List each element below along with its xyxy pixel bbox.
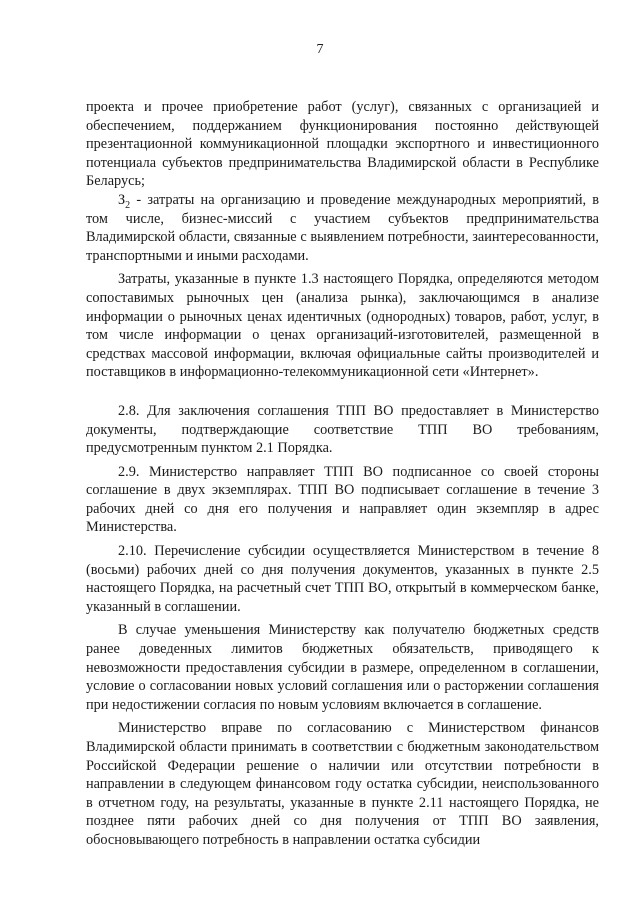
paragraph-2-10: 2.10. Перечисление субсидии осуществляется Министерством в течение 8 (восьми) рабочих дней со дня получения документов, указанных в пункте 2.5 настоящего Порядка, на расчетный счет ТПП ВО, открытый в коммерческом банке, указанный в соглашении. — [86, 543, 599, 615]
paragraph-2 — [86, 191, 599, 265]
page-number: 7 — [316, 42, 324, 57]
paragraph-2-8: 2.8. Для заключения соглашения ТПП ВО предоставляет в Министерство документы, подтверждающие соответствие ТПП ВО требованиям, предусмотренным пунктом 2.1 Порядка. — [86, 402, 599, 457]
paragraph-ministry-rights: Министерство вправе по согласованию с Министерством финансов Владимирской области принимать в соответствии с бюджетным законодательством Российской Федерации решение о наличии или отсутствии потребности в направлении в следующем финансовом году остатка субсидии, неиспользованного в отчетном году, на результаты, указанные в пункте 2.11 настоящего Порядка, не позднее пяти рабочих дней со дня получения от ТПП ВО заявления, обосновывающего потребность в направлении остатка субсидии — [86, 720, 599, 848]
paragraph-3: Затраты, указанные в пункте 1.3 настоящего Порядка, определяются методом сопоставимых рыночных цен (анализа рынка), заключающимся в анализе информации о рыночных ценах идентичных (однородных) товаров, работ, услуг, в том числе информации о ценах организаций-изготовителей, размещенной в средствах массовой информации, включая официальные сайты производителей и поставщиков в информационно-телекоммуникационной сети «Интернет». — [86, 271, 599, 381]
symbol-subscript: 2 — [125, 199, 131, 211]
paragraph-1: проекта и прочее приобретение работ (услуг), связанных с организацией и обеспечением, поддержанием функционирования постоянно действующей презентационной коммуникационной площадки экспортного и инвестиционного потенциала субъектов предпринимательства Владимирской области в Республике Беларусь; — [86, 99, 599, 190]
paragraph-2-9: 2.9. Министерство направляет ТПП ВО подписанное со своей стороны соглашение в двух экземплярах. ТПП ВО подписывает соглашение в течение 3 рабочих дней со дня его получения и направляет один экземпляр в адрес Министерства. — [86, 463, 599, 536]
symbol-letter: З — [118, 191, 126, 208]
symbol-z2 — [118, 191, 131, 211]
paragraph-2-text: - затраты на организацию и проведение международных мероприятий, в том числе, бизнес-миссий с участием субъектов предпринимательства Владимирской области, связанные с выявлением потребности, заинтересованности, транспортными и иными расходами. — [86, 191, 600, 264]
paragraph-budget-reduction: В случае уменьшения Министерству как получателю бюджетных средств ранее доведенных лимитов бюджетных обязательств, приводящего к невозможности предоставления субсидии в размере, определенном в соглашении, условие о согласовании новых условий соглашения или о расторжении соглашения при недостижении согласия по новым условиям включается в соглашение. — [86, 622, 599, 713]
document-body — [86, 98, 599, 850]
